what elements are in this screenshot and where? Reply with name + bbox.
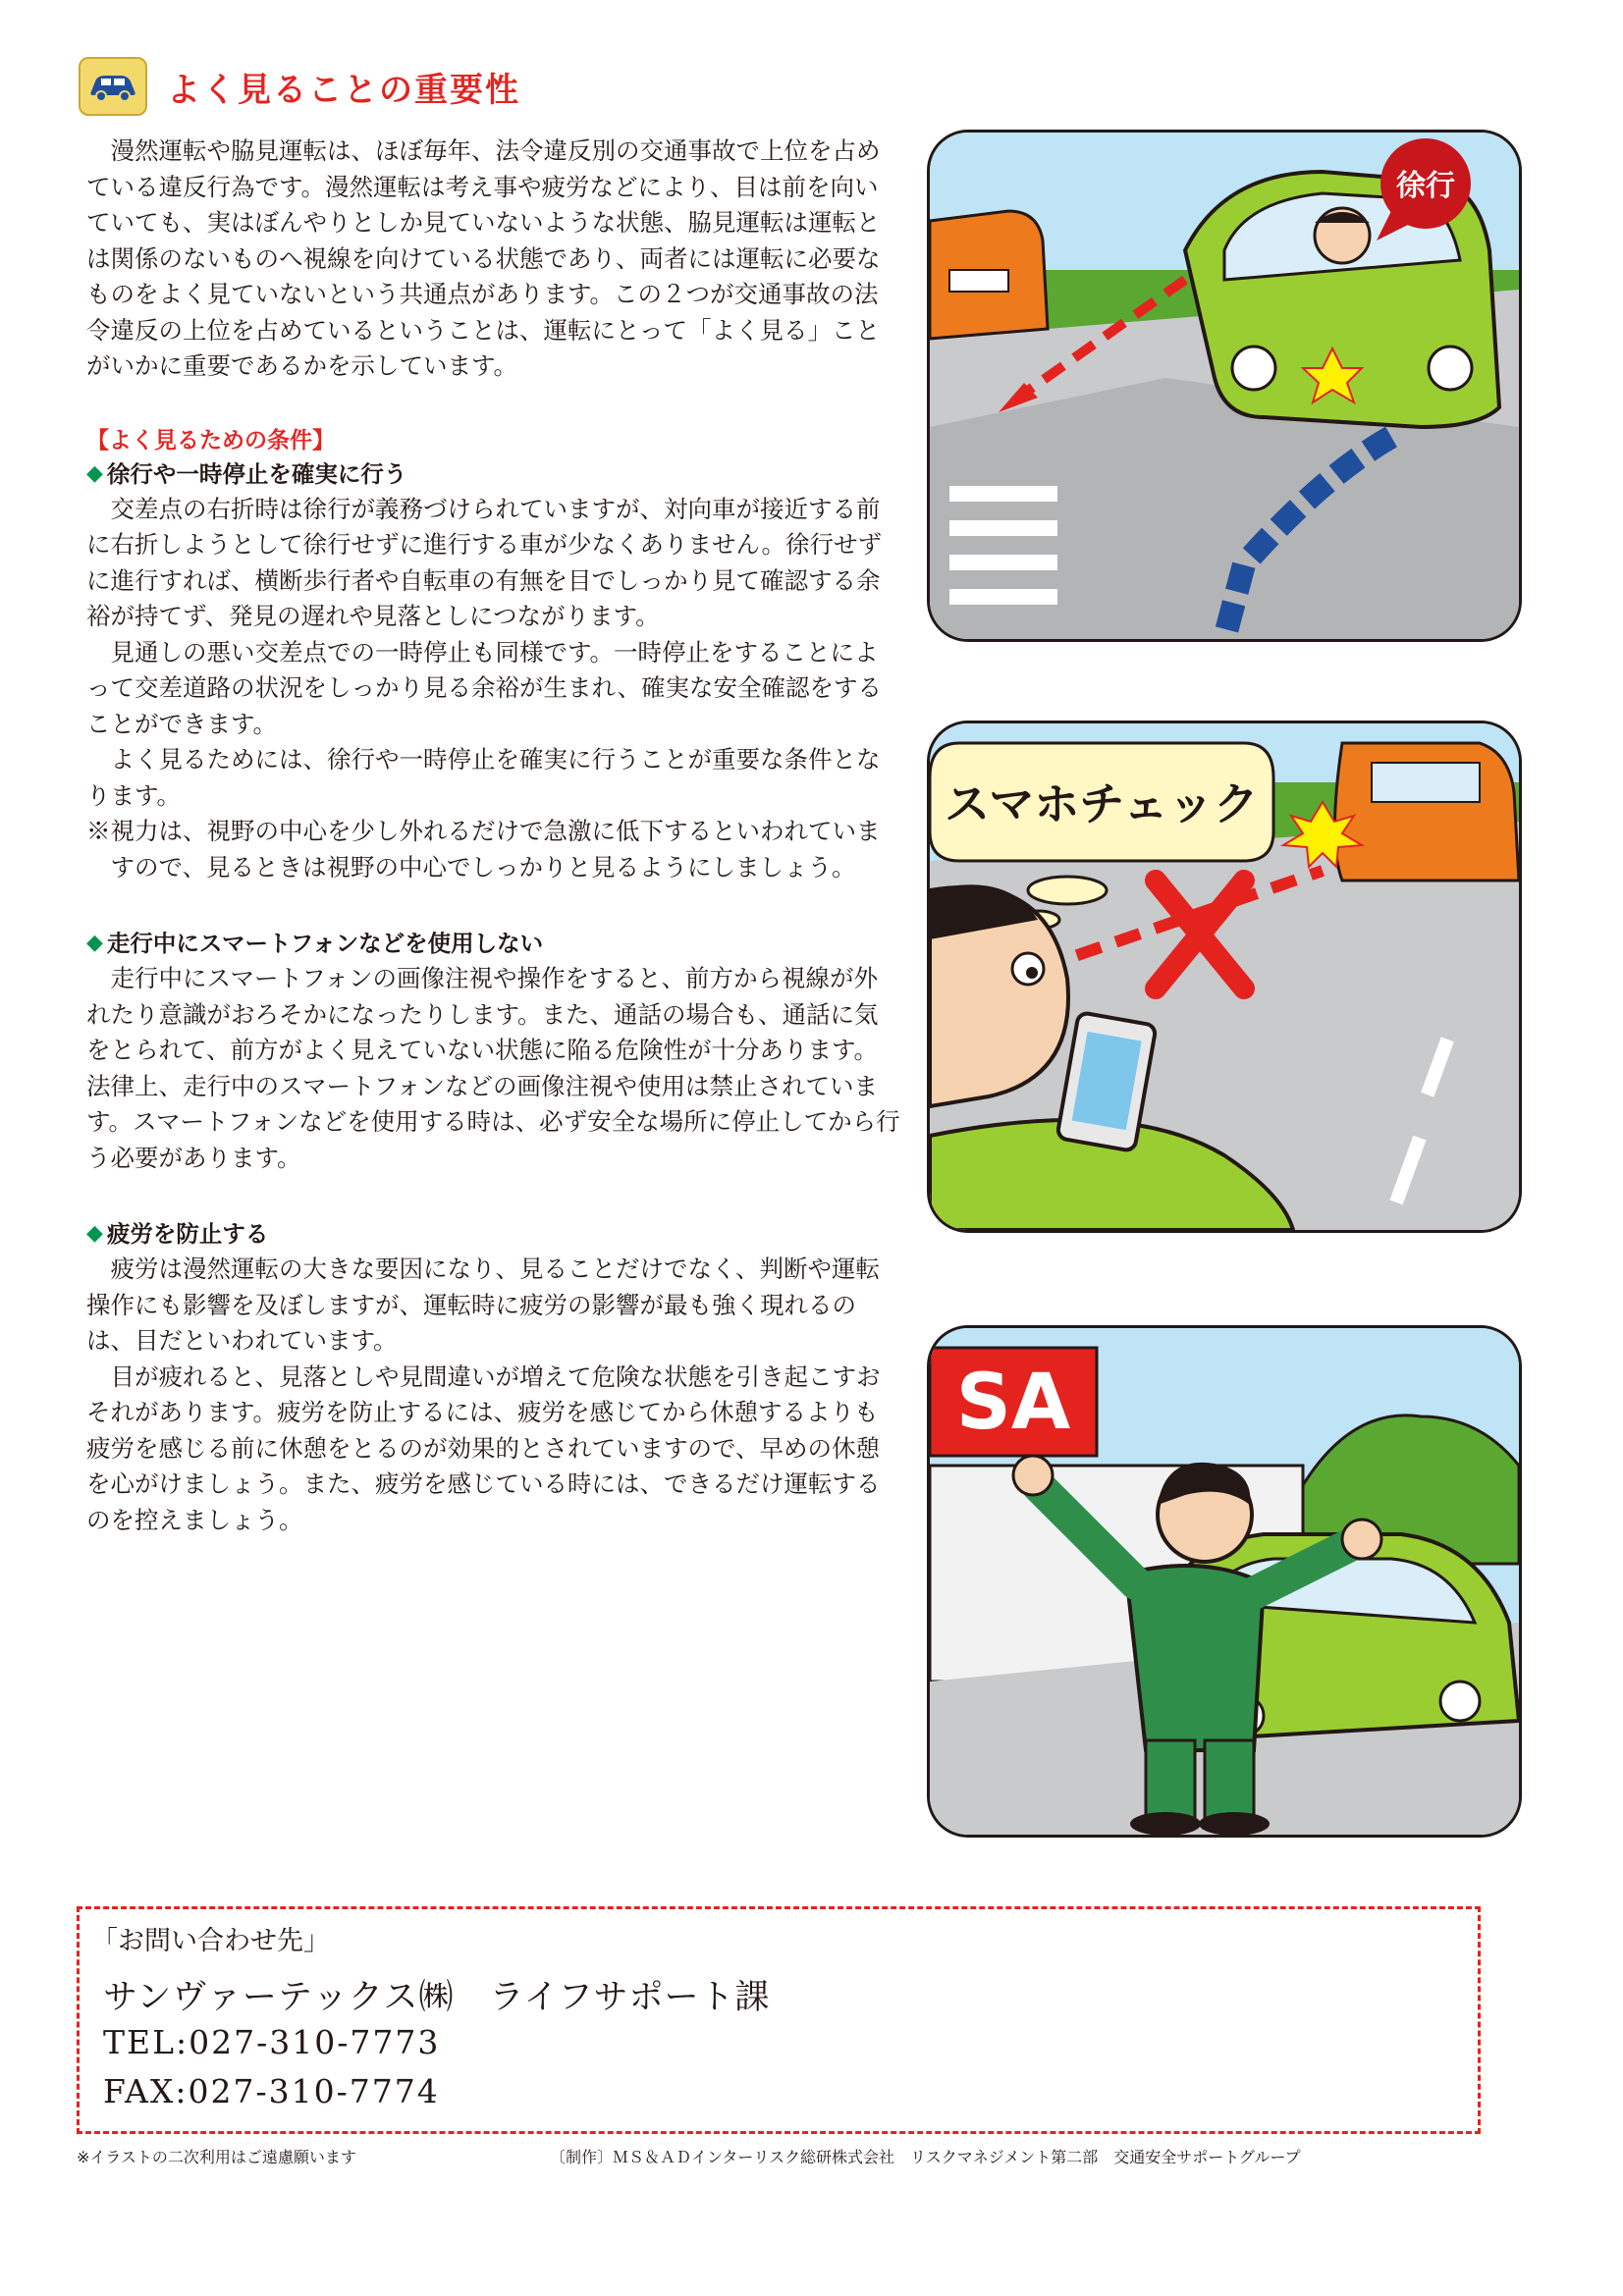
illustration-right-turn [927, 130, 1522, 642]
section-heading-slow-down [86, 457, 901, 492]
diamond-bullet-icon: ◆ [86, 460, 103, 486]
paragraph: 見通しの悪い交差点での一時停止も同様です。一時停止をすることによって交差道路の状況をしっかり見る余裕が生まれ、確実な安全確認をすることができます。 [86, 637, 882, 738]
section-heading-fatigue [86, 1217, 901, 1252]
section-heading-smartphone [86, 927, 901, 961]
illustration-rest-area [927, 1325, 1522, 1838]
article-body [86, 133, 901, 1538]
contact-label: 「お問い合わせ先」 [91, 1926, 330, 1956]
conditions-heading: 【よく見るための条件】 [86, 427, 335, 454]
diamond-bullet-icon: ◆ [86, 1221, 103, 1247]
intro-paragraph: 漫然運転や脇見運転は、ほぼ毎年、法令違反別の交通事故で上位を占めている違反行為です。漫然運転は考え事や疲労などにより、目は前を向いていても、実はぼんやりとしか見ていないような状態、脇見運転は運転とは関係のないものへ視線を向けている状態であり、両者には運転に必要なものをよく見ていないという共通点があります。この２つが交通事故の法令違反の上位を占めているということは、運転にとって「よく見る」ことがいかに重要であるかを示しています。 [86, 136, 881, 380]
illustration-smartphone [927, 721, 1522, 1233]
company-name: サンヴァーテックス㈱ ライフサポート課 [103, 1978, 771, 2017]
fax-number: FAX:027-310-7774 [103, 2072, 440, 2110]
section-heading-text: 走行中にスマートフォンなどを使用しない [106, 930, 544, 958]
contact-box [77, 1906, 1481, 2134]
phone-number: TEL:027-310-7773 [103, 2023, 441, 2061]
bubble-smartphone-check: スマホチェック [945, 777, 1259, 830]
page-title: よく見ることの重要性 [167, 70, 520, 110]
paragraph: 目が疲れると、見落としや見間違いが増えて危険な状態を引き起こすおそれがあります。疲労を防止するには、疲労を感じてから休憩するよりも疲労を感じる前に休憩をとるのが効果的とされていますので、早めの休憩を心がけましょう。また、疲労を感じている時には、できるだけ運転するのを控えましょう。 [86, 1362, 881, 1534]
section-heading-text: 徐行や一時停止を確実に行う [106, 459, 407, 488]
paragraph: 走行中にスマートフォンの画像注視や操作をすると、前方から視線が外れたり意識がおろそかになったりします。また、通話の場合も、通話に気をとられて、前方がよく見えていない状態に陥る危険性が十分あります。法律上、走行中のスマートフォンなどの画像注視や使用は禁止されています。スマートフォンなどを使用する時は、必ず安全な場所に停止してから行う必要があります。 [86, 964, 900, 1172]
car-icon [79, 57, 147, 116]
footer-note: ※イラストの二次利用はご遠慮願います [77, 2148, 356, 2166]
footer-credit: 〔制作〕ＭＳ＆ＡＤインターリスク総研株式会社 リスクマネジメント第二部 交通安全サポートグループ [550, 2148, 1301, 2166]
paragraph: 疲労は漫然運転の大きな要因になり、見ることだけでなく、判断や運転操作にも影響を及ぼしますが、運転時に疲労の影響が最も強く現れるのは、目だといわれています。 [86, 1255, 881, 1356]
section-heading-text: 疲労を防止する [106, 1220, 269, 1249]
title-row [79, 57, 520, 116]
paragraph: よく見るためには、徐行や一時停止を確実に行うことが重要な条件となります。 [86, 745, 881, 810]
diamond-bullet-icon: ◆ [86, 931, 103, 956]
bubble-slow-down: 徐行 [1396, 169, 1455, 203]
vision-note: ※視力は、視野の中心を少し外れるだけで急激に低下するといわれていますので、見るときは視野の中心でしっかりと見るようにしましょう。 [86, 817, 881, 881]
paragraph: 交差点の右折時は徐行が義務づけられていますが、対向車が接近する前に右折しようとして徐行せずに進行する車が少なくありません。徐行せずに進行すれば、横断歩行者や自転車の有無を目でしっかり見て確認する余裕が持てず、発見の遅れや見落としにつながります。 [86, 494, 882, 631]
sign-rest-area: SA [955, 1359, 1071, 1447]
